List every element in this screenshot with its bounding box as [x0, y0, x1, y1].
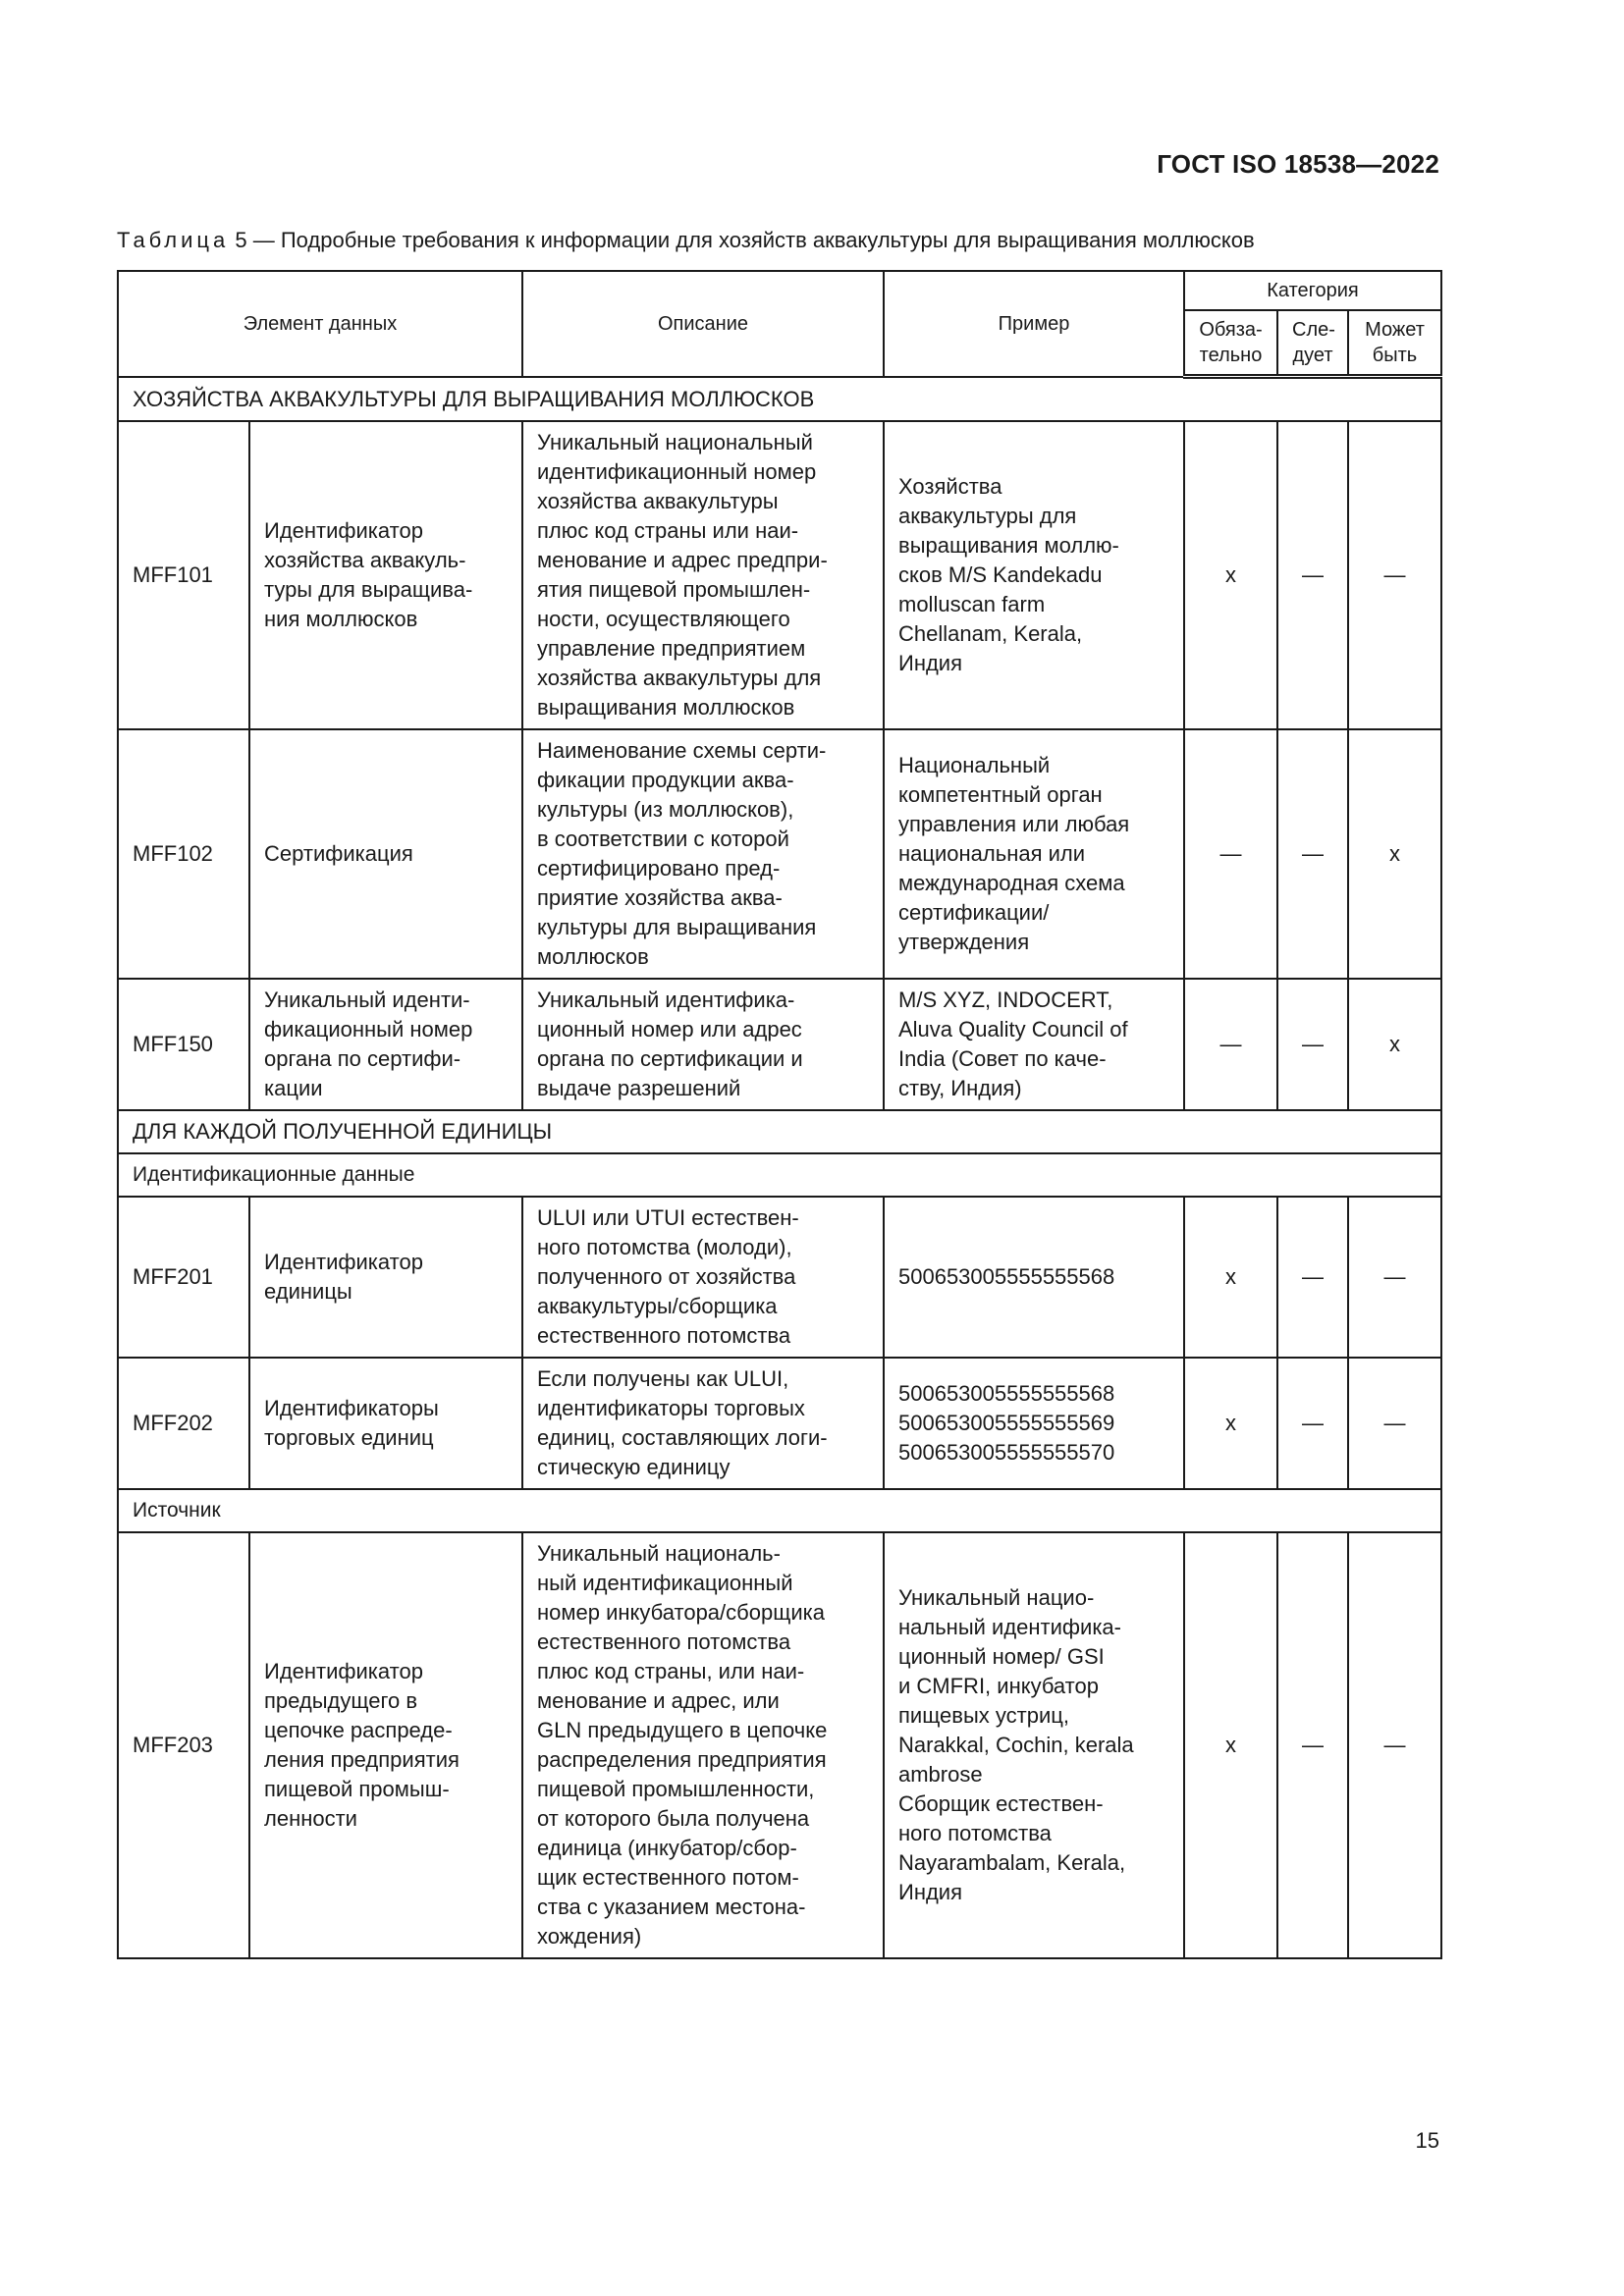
description-line: номер инкубатора/сборщика: [537, 1600, 825, 1625]
name-line: торговых единиц: [264, 1425, 434, 1450]
name-line: Идентификаторы: [264, 1396, 439, 1420]
name-line: пищевой промыш-: [264, 1777, 450, 1801]
table-row: [118, 729, 1441, 979]
description-line: хозяйства аквакультуры для: [537, 666, 822, 690]
description-line: Уникальный националь-: [537, 1541, 781, 1566]
name-line: фикационный номер: [264, 1017, 473, 1041]
name-line: ния моллюсков: [264, 607, 418, 631]
category-may-mark: —: [1348, 1358, 1441, 1489]
name-line: ления предприятия: [264, 1747, 460, 1772]
name-line: Сертификация: [264, 841, 413, 866]
description-line: пищевой промышленности,: [537, 1777, 815, 1801]
description-line: стическую единицу: [537, 1455, 731, 1479]
data-element-name: [249, 421, 522, 729]
example-line: Индия: [898, 651, 963, 675]
category-should-mark: —: [1277, 1197, 1348, 1358]
example-line: 500653005555555568: [898, 1381, 1115, 1406]
name-line: Идентификатор: [264, 1659, 423, 1683]
name-line: цепочке распреде-: [264, 1718, 453, 1742]
description-line: распределения предприятия: [537, 1747, 827, 1772]
description-line: управление предприятием: [537, 636, 806, 661]
description-line: полученного от хозяйства: [537, 1264, 796, 1289]
category-mandatory-mark: —: [1184, 729, 1277, 979]
description-line: выращивания моллюсков: [537, 695, 795, 720]
example-line: выращивания моллю-: [898, 533, 1119, 558]
example-line: ного потомства: [898, 1821, 1052, 1845]
category-may-mark: —: [1348, 421, 1441, 729]
description-line: Если получены как ULUI,: [537, 1366, 789, 1391]
category-may-mark: —: [1348, 1532, 1441, 1958]
page-number: 15: [1415, 2128, 1439, 2153]
category-should-mark: —: [1277, 1358, 1348, 1489]
name-line: Идентификатор: [264, 1250, 423, 1274]
example-line: пищевых устриц,: [898, 1703, 1069, 1728]
data-element-example: [884, 979, 1184, 1110]
example-line: 500653005555555568: [898, 1264, 1115, 1289]
data-element-description: [522, 1197, 884, 1358]
data-element-name: [249, 1358, 522, 1489]
table-row: [118, 1197, 1441, 1358]
table-caption-label: Таблица: [117, 228, 230, 252]
description-line: хозяйства аквакультуры: [537, 489, 779, 513]
description-line: идентификаторы торговых: [537, 1396, 805, 1420]
description-line: аквакультуры/сборщика: [537, 1294, 778, 1318]
name-line: предыдущего в: [264, 1688, 418, 1713]
data-element-example: [884, 1197, 1184, 1358]
description-line: щик естественного потом-: [537, 1865, 799, 1890]
description-line: ности, осуществляющего: [537, 607, 790, 631]
category-should-mark: —: [1277, 421, 1348, 729]
description-line: сертифицировано пред-: [537, 856, 781, 881]
column-header-example: Пример: [884, 271, 1184, 377]
data-element-code: MFF101: [118, 421, 249, 729]
category-mandatory-mark: x: [1184, 1197, 1277, 1358]
name-line: кации: [264, 1076, 323, 1100]
section-header-row: [118, 1110, 1441, 1153]
section-title: ДЛЯ КАЖДОЙ ПОЛУЧЕННОЙ ЕДИНИЦЫ: [118, 1110, 1441, 1153]
example-line: Хозяйства: [898, 474, 1002, 499]
description-line: GLN предыдущего в цепочке: [537, 1718, 828, 1742]
document-standard-header: ГОСТ ISO 18538—2022: [1157, 149, 1439, 179]
data-element-name: [249, 1197, 522, 1358]
example-line: нальный идентифика-: [898, 1615, 1121, 1639]
category-should-mark: —: [1277, 729, 1348, 979]
name-line: Уникальный иденти-: [264, 988, 470, 1012]
example-line: сертификации/: [898, 900, 1050, 925]
description-line: менование и адрес, или: [537, 1688, 780, 1713]
example-line: ambrose: [898, 1762, 983, 1787]
example-line: India (Совет по каче-: [898, 1046, 1107, 1071]
description-line: культуры для выращивания: [537, 915, 817, 939]
data-element-description: [522, 979, 884, 1110]
subsection-header-row: [118, 1489, 1441, 1532]
example-line: 500653005555555569: [898, 1411, 1115, 1435]
name-line: органа по сертифи-: [264, 1046, 461, 1071]
description-line: ный идентификационный: [537, 1571, 793, 1595]
name-line: хозяйства аквакуль-: [264, 548, 466, 572]
description-line: приятие хозяйства аква-: [537, 885, 783, 910]
description-line: Наименование схемы серти-: [537, 738, 827, 763]
description-line: Уникальный идентифика-: [537, 988, 795, 1012]
category-mandatory-mark: x: [1184, 1532, 1277, 1958]
description-line: ства с указанием местона-: [537, 1895, 806, 1919]
example-line: компетентный орган: [898, 782, 1103, 807]
column-header-category: Категория: [1184, 271, 1441, 310]
table-row: [118, 421, 1441, 729]
example-line: molluscan farm: [898, 592, 1046, 616]
description-line: хождения): [537, 1924, 642, 1949]
description-line: плюс код страны, или наи-: [537, 1659, 805, 1683]
example-line: Aluva Quality Council of: [898, 1017, 1128, 1041]
category-should-mark: —: [1277, 979, 1348, 1110]
column-header-may: Может быть: [1348, 310, 1441, 377]
table-caption-title: 5 — Подробные требования к информации для хозяйств аквакультуры для выращивания моллюсков: [229, 228, 1255, 252]
data-element-name: [249, 1532, 522, 1958]
data-element-description: [522, 1358, 884, 1489]
data-element-example: [884, 1532, 1184, 1958]
data-element-example: [884, 1358, 1184, 1489]
example-line: национальная или: [898, 841, 1086, 866]
category-may-mark: x: [1348, 729, 1441, 979]
example-line: ционный номер/ GSI: [898, 1644, 1105, 1669]
example-line: Сборщик естествен-: [898, 1791, 1104, 1816]
description-line: ятия пищевой промышлен-: [537, 577, 811, 602]
table-row: [118, 979, 1441, 1110]
data-element-example: [884, 421, 1184, 729]
subsection-title: Источник: [118, 1489, 1441, 1532]
table-caption: [117, 228, 1255, 253]
data-element-code: MFF201: [118, 1197, 249, 1358]
example-line: сков M/S Kandekadu: [898, 562, 1103, 587]
example-line: аквакультуры для: [898, 504, 1077, 528]
description-line: единица (инкубатор/сбор-: [537, 1836, 797, 1860]
category-mandatory-mark: x: [1184, 421, 1277, 729]
example-line: Индия: [898, 1880, 963, 1904]
example-line: международная схема: [898, 871, 1125, 895]
table-row: [118, 1532, 1441, 1958]
example-line: Nayarambalam, Kerala,: [898, 1850, 1126, 1875]
column-header-should: Сле- дует: [1277, 310, 1348, 377]
description-line: единиц, составляющих логи-: [537, 1425, 828, 1450]
description-line: ного потомства (молоди),: [537, 1235, 792, 1259]
description-line: культуры (из моллюсков),: [537, 797, 794, 822]
example-line: Уникальный нацио-: [898, 1585, 1095, 1610]
data-element-code: MFF203: [118, 1532, 249, 1958]
description-line: моллюсков: [537, 944, 649, 969]
description-line: идентификационный номер: [537, 459, 817, 484]
column-header-mandatory: Обяза- тельно: [1184, 310, 1277, 377]
category-mandatory-mark: x: [1184, 1358, 1277, 1489]
data-element-code: MFF102: [118, 729, 249, 979]
subsection-title: Идентификационные данные: [118, 1153, 1441, 1197]
example-line: Национальный: [898, 753, 1051, 777]
example-line: Narakkal, Cochin, kerala: [898, 1733, 1134, 1757]
name-line: единицы: [264, 1279, 352, 1304]
data-element-name: [249, 729, 522, 979]
description-line: плюс код страны или наи-: [537, 518, 799, 543]
data-element-code: MFF202: [118, 1358, 249, 1489]
description-line: менование и адрес предпри-: [537, 548, 828, 572]
section-header-row: [118, 377, 1441, 422]
description-line: от которого была получена: [537, 1806, 810, 1831]
data-element-description: [522, 1532, 884, 1958]
description-line: выдаче разрешений: [537, 1076, 741, 1100]
description-line: естественного потомства: [537, 1629, 791, 1654]
column-header-element: Элемент данных: [118, 271, 522, 377]
section-title: ХОЗЯЙСТВА АКВАКУЛЬТУРЫ ДЛЯ ВЫРАЩИВАНИЯ МОЛЛЮСКОВ: [118, 377, 1441, 422]
data-element-description: [522, 729, 884, 979]
example-line: Chellanam, Kerala,: [898, 621, 1083, 646]
requirements-table: [117, 270, 1442, 1959]
category-may-mark: x: [1348, 979, 1441, 1110]
category-may-mark: —: [1348, 1197, 1441, 1358]
table-row: [118, 1358, 1441, 1489]
data-element-code: MFF150: [118, 979, 249, 1110]
description-line: органа по сертификации и: [537, 1046, 803, 1071]
example-line: 500653005555555570: [898, 1440, 1115, 1465]
description-line: Уникальный национальный: [537, 430, 813, 454]
description-line: ULUI или UTUI естествен-: [537, 1205, 799, 1230]
subsection-header-row: [118, 1153, 1441, 1197]
data-element-description: [522, 421, 884, 729]
example-line: управления или любая: [898, 812, 1130, 836]
data-element-name: [249, 979, 522, 1110]
name-line: ленности: [264, 1806, 357, 1831]
example-line: и CMFRI, инкубатор: [898, 1674, 1099, 1698]
name-line: Идентификатор: [264, 518, 423, 543]
category-should-mark: —: [1277, 1532, 1348, 1958]
example-line: M/S XYZ, INDOCERT,: [898, 988, 1113, 1012]
description-line: ционный номер или адрес: [537, 1017, 802, 1041]
description-line: фикации продукции аква-: [537, 768, 794, 792]
data-element-example: [884, 729, 1184, 979]
example-line: ству, Индия): [898, 1076, 1022, 1100]
column-header-description: Описание: [522, 271, 884, 377]
description-line: в соответствии с которой: [537, 827, 789, 851]
description-line: естественного потомства: [537, 1323, 791, 1348]
example-line: утверждения: [898, 930, 1030, 954]
name-line: туры для выращива-: [264, 577, 473, 602]
category-mandatory-mark: —: [1184, 979, 1277, 1110]
